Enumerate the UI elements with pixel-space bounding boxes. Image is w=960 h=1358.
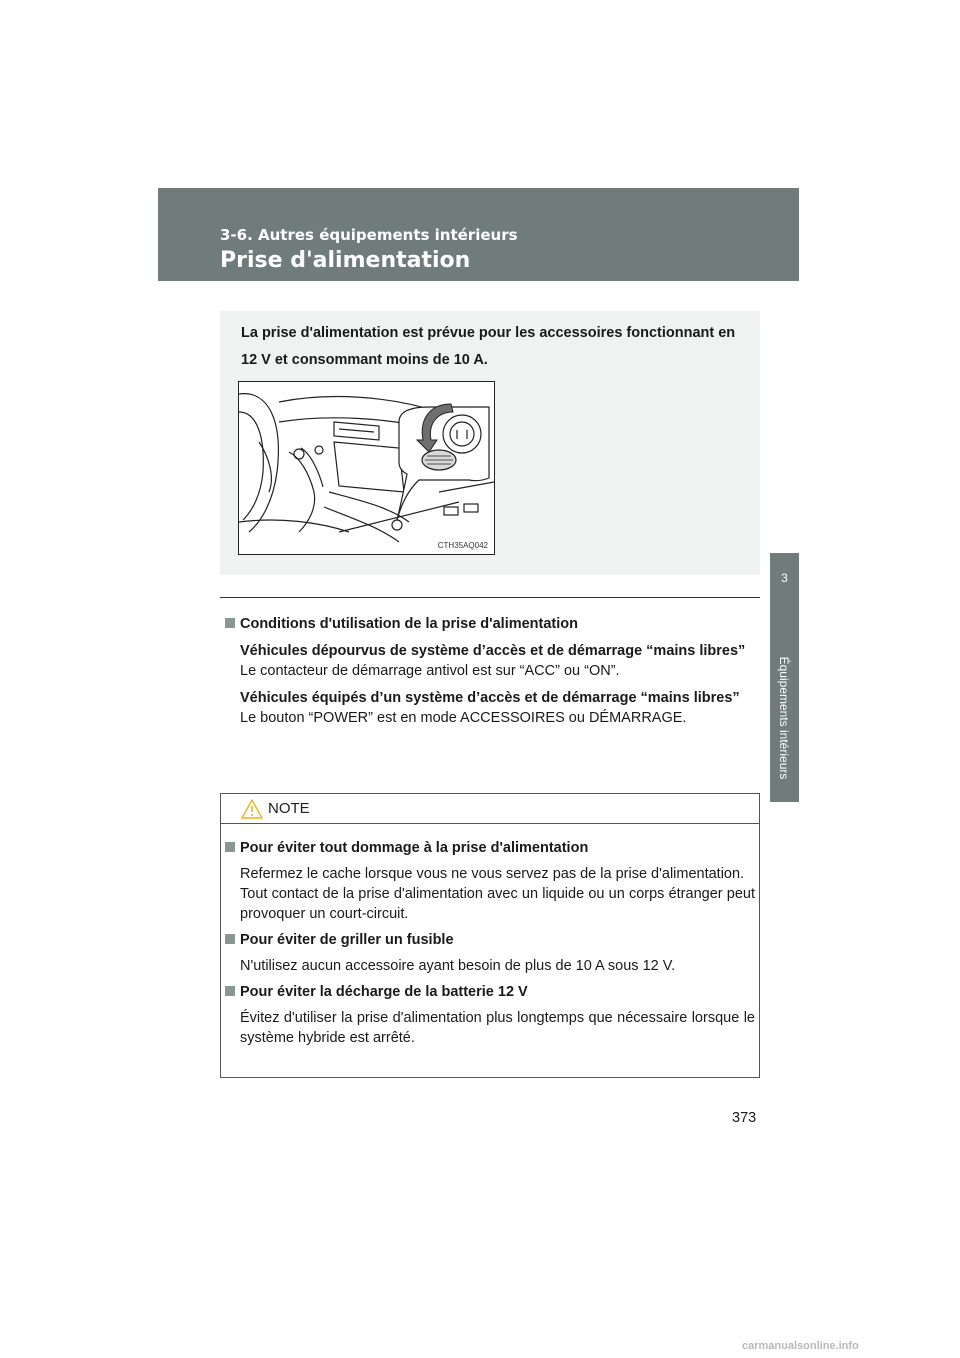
section-divider — [220, 597, 760, 598]
note-paragraph: Évitez d'utiliser la prise d'alimentation plus longtemps que nécessaire lorsque le système hybride est arrêté. — [240, 1010, 755, 1046]
conditions-section — [225, 614, 755, 728]
note-paragraph: Tout contact de la prise d'alimentation avec un liquide ou un corps étranger peut provoquer un court-circuit. — [240, 886, 755, 922]
chapter-side-tab[interactable] — [770, 553, 799, 802]
condition-subheading: Véhicules équipés d’un système d’accès et de démarrage “mains libres” — [240, 690, 740, 706]
condition-text: Le bouton “POWER” est en mode ACCESSOIRES ou DÉMARRAGE. — [240, 710, 687, 726]
condition-subheading: Véhicules dépourvus de système d’accès et de démarrage “mains libres” — [240, 643, 746, 659]
note-body — [225, 838, 755, 1048]
page-number: 373 — [732, 1110, 757, 1126]
section-reference: 3-6. Autres équipements intérieurs — [220, 226, 518, 244]
chapter-number: 3 — [781, 571, 788, 585]
note-heading: Pour éviter de griller un fusible — [225, 930, 755, 950]
chapter-label: Équipements intérieurs — [777, 656, 791, 780]
conditions-heading: Conditions d'utilisation de la prise d'alimentation — [225, 614, 755, 634]
watermark: carmanualsonline.info — [742, 1340, 859, 1352]
power-outlet-illustration — [238, 381, 495, 555]
warning-triangle-icon — [241, 799, 263, 819]
note-heading: Pour éviter tout dommage à la prise d'alimentation — [225, 838, 755, 858]
image-code: CTH35AQ042 — [437, 541, 488, 550]
note-paragraph: N'utilisez aucun accessoire ayant besoin de plus de 10 A sous 12 V. — [240, 958, 676, 974]
note-heading: Pour éviter la décharge de la batterie 12 V — [225, 982, 755, 1002]
note-label: NOTE — [268, 800, 310, 817]
intro-text: La prise d'alimentation est prévue pour les accessoires fonctionnant en 12 V et consommant moins de 10 A. — [241, 325, 736, 368]
dashboard-drawing — [239, 382, 494, 554]
note-box — [220, 793, 760, 1078]
page-title: Prise d'alimentation — [220, 248, 471, 273]
intro-box — [220, 311, 760, 575]
note-paragraph: Refermez le cache lorsque vous ne vous servez pas de la prise d'alimentation. — [240, 866, 745, 882]
bullet-square-icon — [225, 986, 235, 996]
condition-text: Le contacteur de démarrage antivol est sur “ACC” ou “ON”. — [240, 663, 620, 679]
bullet-square-icon — [225, 842, 235, 852]
bullet-square-icon — [225, 618, 235, 628]
bullet-square-icon — [225, 934, 235, 944]
note-header — [221, 794, 759, 824]
